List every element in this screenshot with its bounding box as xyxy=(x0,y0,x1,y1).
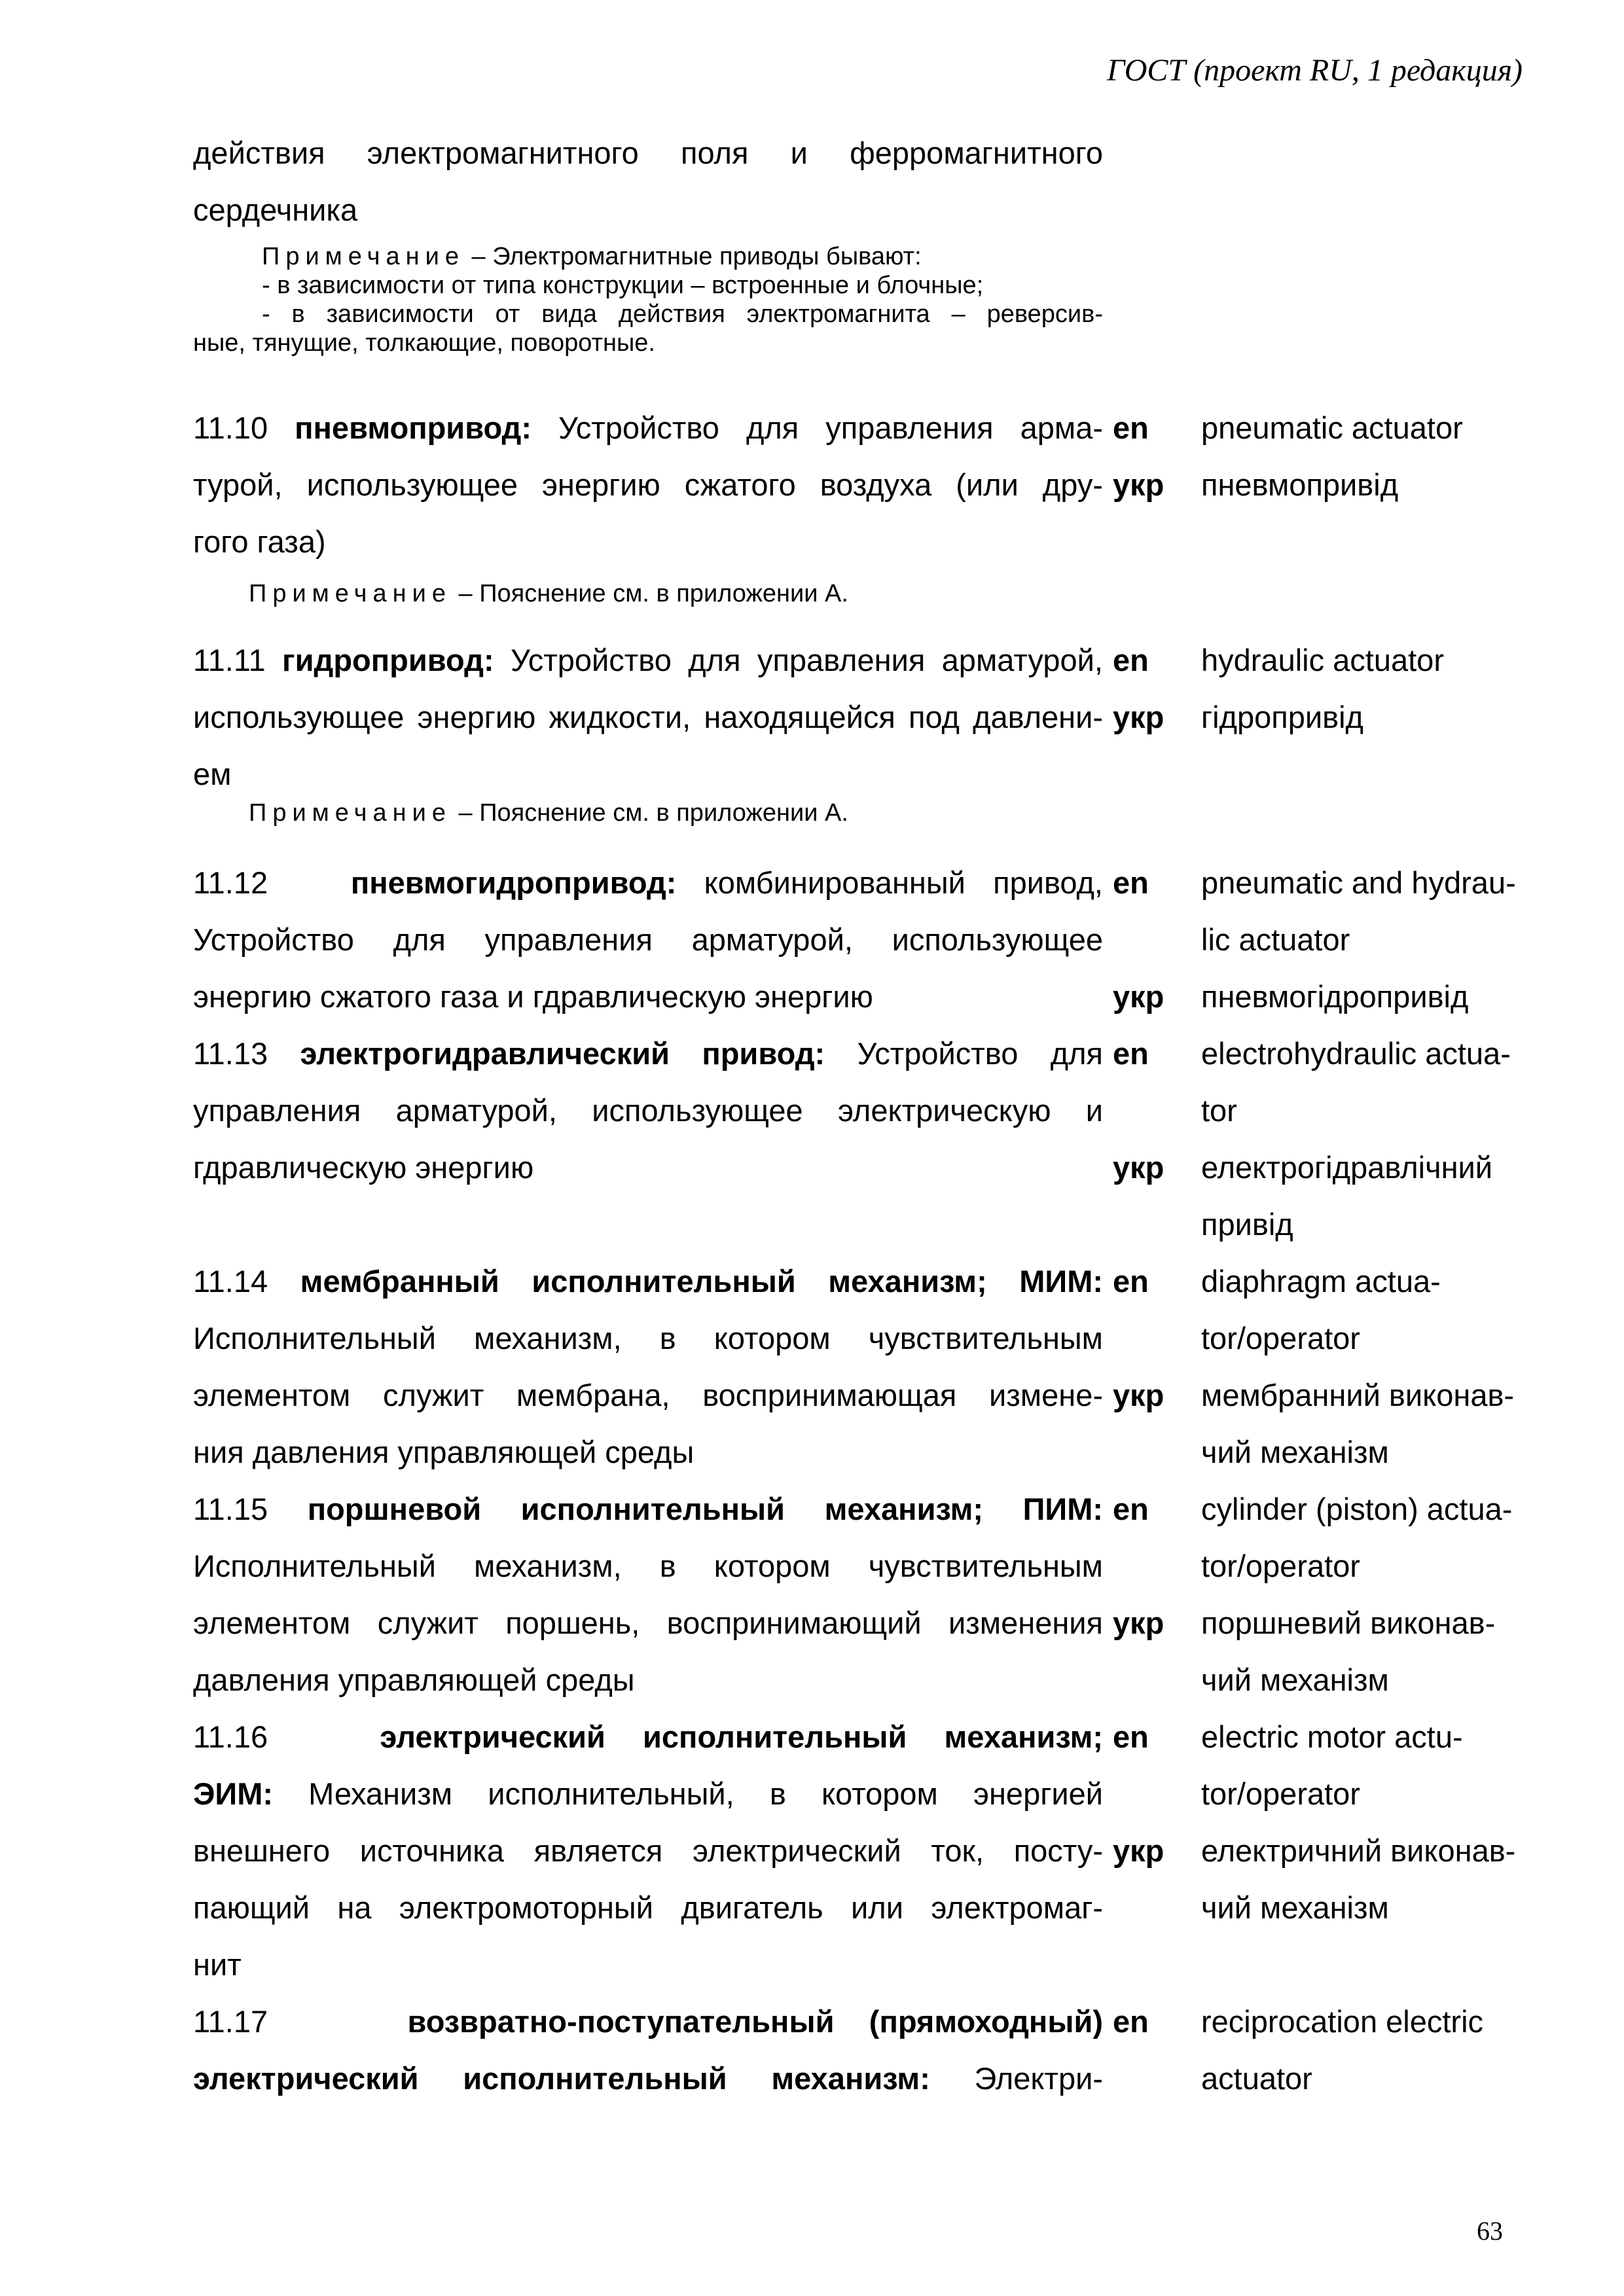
entry-11-14-line-2: Исполнительный механизм, в котором чувствительным xyxy=(193,1321,1103,1355)
term-uk: чий механізм xyxy=(1201,1662,1389,1697)
entry-11-16-line-4: пающий на электромоторный двигатель или электромаг- xyxy=(193,1890,1103,1925)
term-ru: поршневой исполнительный механизм; ПИМ: xyxy=(307,1492,1103,1526)
lang-uk-label: укр xyxy=(1113,979,1164,1014)
definition-text: комбинированный привод, xyxy=(676,865,1103,900)
term-uk: електрогідравлічний xyxy=(1201,1150,1493,1185)
term-en: diaphragm actua- xyxy=(1201,1264,1441,1299)
lang-en-label: en xyxy=(1113,1492,1149,1526)
term-en: tor/operator xyxy=(1201,1321,1360,1355)
term-ru: ЭИМ: xyxy=(193,1776,274,1811)
lang-en-label: en xyxy=(1113,643,1149,677)
definition-text: Устройство для управления арматурой, xyxy=(494,643,1103,677)
entry-number: 11.13 xyxy=(193,1036,268,1071)
term-ru: пневмопривод: xyxy=(295,410,532,445)
lang-uk-label: укр xyxy=(1113,467,1164,502)
term-en: cylinder (piston) actua- xyxy=(1201,1492,1513,1526)
entry-11-13-line-3: гдравлическую энергию xyxy=(193,1150,534,1185)
term-en: electrohydraulic actua- xyxy=(1201,1036,1511,1071)
entry-11-17-line-1 xyxy=(193,1993,1103,2050)
term-en: tor xyxy=(1201,1093,1237,1128)
entry-11-16-line-5: нит xyxy=(193,1947,242,1982)
entry-11-10-line-3: гого газа) xyxy=(193,524,326,559)
term-ru: электрогидравлический привод: xyxy=(300,1036,825,1071)
entry-11-15-line-4: давления управляющей среды xyxy=(193,1662,635,1697)
entry-11-10-line-1 xyxy=(193,399,1103,456)
definition-text: Устройство для xyxy=(825,1036,1104,1071)
entry-11-11-line-1 xyxy=(193,632,1103,689)
entry-number: 11.14 xyxy=(193,1264,268,1299)
term-en: actuator xyxy=(1201,2061,1312,2096)
lang-uk-label: укр xyxy=(1113,700,1164,734)
term-en: pneumatic actuator xyxy=(1201,410,1463,445)
entry-11-12-line-2: Устройство для управления арматурой, использующее xyxy=(193,922,1103,957)
term-ru: электрический исполнительный механизм: xyxy=(193,2061,930,2096)
entry-11-11-line-3: ем xyxy=(193,757,232,791)
term-ru: пневмогидропривод: xyxy=(350,865,677,900)
definition-text: Электри- xyxy=(929,2061,1103,2096)
lang-en-label: en xyxy=(1113,865,1149,900)
term-ru: электрический исполнительный механизм; xyxy=(380,1719,1103,1754)
term-uk: пневмопривід xyxy=(1201,467,1399,502)
term-en: electric motor actu- xyxy=(1201,1719,1463,1754)
note-label: Примечание xyxy=(249,580,452,607)
term-uk: поршневий виконав- xyxy=(1201,1605,1496,1640)
note-line: - в зависимости от типа конструкции – встроенные и блочные; xyxy=(262,272,984,299)
entry-11-15-line-2: Исполнительный механизм, в котором чувствительным xyxy=(193,1549,1103,1583)
page-number: 63 xyxy=(1477,2216,1503,2246)
lang-uk-label: укр xyxy=(1113,1378,1164,1412)
entry-11-16-line-3: внешнего источника является электрический ток, посту- xyxy=(193,1833,1103,1868)
term-uk: чий механізм xyxy=(1201,1435,1389,1469)
term-ru: гидропривод: xyxy=(282,643,494,677)
entry-11-16-line-1 xyxy=(193,1708,1103,1765)
entry-11-13-line-2: управления арматурой, использующее электрическую и xyxy=(193,1093,1103,1128)
entry-number: 11.10 xyxy=(193,410,268,445)
note-label: Примечание xyxy=(249,799,452,827)
intro-line-2: сердечника xyxy=(193,192,358,227)
note-label: Примечание xyxy=(262,243,465,270)
entry-11-12-line-1 xyxy=(193,854,1103,911)
definition-text: Устройство для управления арма- xyxy=(532,410,1103,445)
entry-number: 11.16 xyxy=(193,1719,268,1754)
entry-number: 11.17 xyxy=(193,2004,268,2039)
entry-11-15-line-3: элементом служит поршень, воспринимающий изменения xyxy=(193,1605,1103,1640)
note-line: ные, тянущие, толкающие, поворотные. xyxy=(193,329,655,357)
term-uk: пневмогідропривід xyxy=(1201,979,1469,1014)
lang-uk-label: укр xyxy=(1113,1833,1164,1868)
term-ru: мембранный исполнительный механизм; МИМ: xyxy=(300,1264,1103,1299)
term-uk: привід xyxy=(1201,1207,1293,1242)
entry-number: 11.12 xyxy=(193,865,268,900)
term-en: lic actuator xyxy=(1201,922,1350,957)
definition-text: Механизм исполнительный, в котором энергией xyxy=(273,1776,1103,1811)
lang-en-label: en xyxy=(1113,410,1149,445)
lang-en-label: en xyxy=(1113,1036,1149,1071)
term-uk: мембранний виконав- xyxy=(1201,1378,1515,1412)
entry-11-10-note xyxy=(249,579,848,608)
entry-11-14-line-4: ния давления управляющей среды xyxy=(193,1435,695,1469)
term-en: tor/operator xyxy=(1201,1549,1360,1583)
entry-11-16-line-2 xyxy=(193,1765,1103,1822)
term-ru: возвратно-поступательный (прямоходный) xyxy=(407,2004,1103,2039)
entry-11-13-line-1 xyxy=(193,1025,1103,1082)
term-uk: електричний виконав- xyxy=(1201,1833,1516,1868)
lang-en-label: en xyxy=(1113,1264,1149,1299)
lang-uk-label: укр xyxy=(1113,1605,1164,1640)
entry-number: 11.15 xyxy=(193,1492,268,1526)
term-en: reciprocation electric xyxy=(1201,2004,1484,2039)
entry-11-12-line-3: энергию сжатого газа и гдравлическую энергию xyxy=(193,979,873,1014)
entry-11-10-line-2: турой, использующее энергию сжатого воздуха (или дру- xyxy=(193,467,1103,502)
term-en: hydraulic actuator xyxy=(1201,643,1444,677)
lang-en-label: en xyxy=(1113,2004,1149,2039)
intro-note xyxy=(193,242,1103,357)
entry-11-17-line-2 xyxy=(193,2050,1103,2107)
intro-line-1: действия электромагнитного поля и ферромагнитного xyxy=(193,135,1103,170)
document-header: ГОСТ (проект RU, 1 редакция) xyxy=(1107,53,1523,88)
term-uk: гідропривід xyxy=(1201,700,1363,734)
entry-11-14-line-3: элементом служит мембрана, воспринимающая измене- xyxy=(193,1378,1103,1412)
note-text: – Пояснение см. в приложении А. xyxy=(451,580,848,607)
entry-11-11-note xyxy=(249,798,848,827)
term-en: tor/operator xyxy=(1201,1776,1360,1811)
note-text: – Пояснение см. в приложении А. xyxy=(451,799,848,827)
entry-11-15-line-1 xyxy=(193,1480,1103,1537)
entry-11-11-line-2: использующее энергию жидкости, находящейся под давлени- xyxy=(193,700,1103,734)
entry-number: 11.11 xyxy=(193,643,266,677)
term-en: pneumatic and hydrau- xyxy=(1201,865,1516,900)
lang-uk-label: укр xyxy=(1113,1150,1164,1185)
note-line: - в зависимости от вида действия электромагнита – реверсив- xyxy=(262,300,1103,328)
lang-en-label: en xyxy=(1113,1719,1149,1754)
term-uk: чий механізм xyxy=(1201,1890,1389,1925)
entry-11-14-line-1 xyxy=(193,1253,1103,1310)
note-text: – Электромагнитные приводы бывают: xyxy=(464,243,922,270)
